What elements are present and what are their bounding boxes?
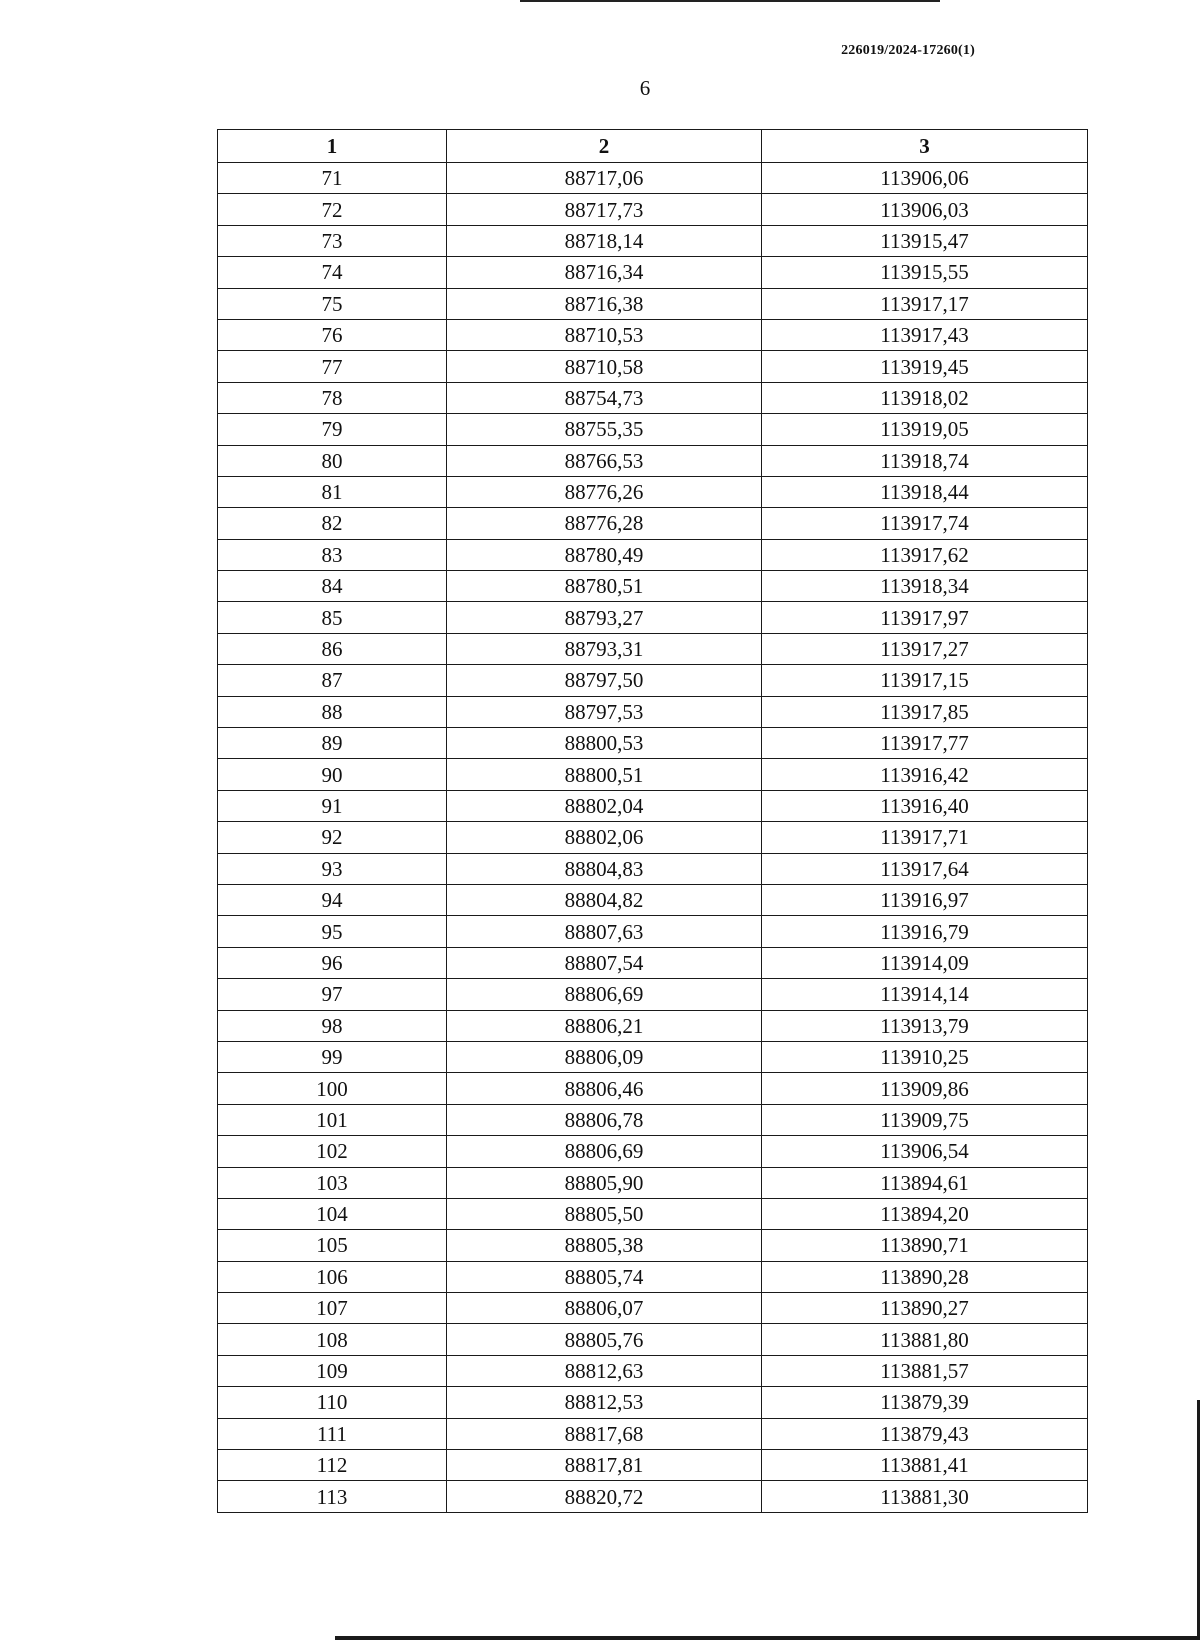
- page-number: 6: [639, 76, 651, 100]
- table-row: [218, 979, 1088, 1010]
- table-row: [218, 665, 1088, 696]
- y-coordinate-cell: 113919,45: [762, 351, 1088, 382]
- table-row: [218, 476, 1088, 507]
- x-coordinate-cell: 88805,90: [447, 1167, 762, 1198]
- column-header-1: 1: [218, 130, 447, 163]
- point-number-cell: 90: [218, 759, 447, 790]
- y-coordinate-cell: 113881,41: [762, 1450, 1088, 1481]
- point-number-cell: 110: [218, 1387, 447, 1418]
- table-row: [218, 382, 1088, 413]
- y-coordinate-cell: 113917,15: [762, 665, 1088, 696]
- x-coordinate-cell: 88820,72: [447, 1481, 762, 1512]
- point-number-cell: 89: [218, 728, 447, 759]
- point-number-cell: 103: [218, 1167, 447, 1198]
- x-coordinate-cell: 88793,27: [447, 602, 762, 633]
- document-number: 226019/2024-17260(1): [841, 43, 975, 58]
- point-number-cell: 92: [218, 822, 447, 853]
- x-coordinate-cell: 88710,53: [447, 319, 762, 350]
- coordinates-table: [217, 129, 1088, 1513]
- table-row: [218, 288, 1088, 319]
- table-row: [218, 1324, 1088, 1355]
- x-coordinate-cell: 88776,26: [447, 476, 762, 507]
- x-coordinate-cell: 88806,07: [447, 1293, 762, 1324]
- point-number-cell: 111: [218, 1418, 447, 1449]
- x-coordinate-cell: 88817,68: [447, 1418, 762, 1449]
- y-coordinate-cell: 113879,39: [762, 1387, 1088, 1418]
- point-number-cell: 106: [218, 1261, 447, 1292]
- x-coordinate-cell: 88807,63: [447, 916, 762, 947]
- point-number-cell: 109: [218, 1355, 447, 1386]
- table-body: [218, 163, 1088, 1513]
- point-number-cell: 107: [218, 1293, 447, 1324]
- x-coordinate-cell: 88806,21: [447, 1010, 762, 1041]
- y-coordinate-cell: 113917,64: [762, 853, 1088, 884]
- table-row: [218, 194, 1088, 225]
- table-row: [218, 1230, 1088, 1261]
- y-coordinate-cell: 113919,05: [762, 414, 1088, 445]
- table-row: [218, 602, 1088, 633]
- y-coordinate-cell: 113918,44: [762, 476, 1088, 507]
- table-row: [218, 1104, 1088, 1135]
- point-number-cell: 72: [218, 194, 447, 225]
- x-coordinate-cell: 88804,83: [447, 853, 762, 884]
- table-row: [218, 539, 1088, 570]
- y-coordinate-cell: 113918,34: [762, 571, 1088, 602]
- point-number-cell: 73: [218, 225, 447, 256]
- table-row: [218, 633, 1088, 664]
- y-coordinate-cell: 113917,43: [762, 319, 1088, 350]
- table-row: [218, 1355, 1088, 1386]
- point-number-cell: 76: [218, 319, 447, 350]
- y-coordinate-cell: 113914,14: [762, 979, 1088, 1010]
- point-number-cell: 101: [218, 1104, 447, 1135]
- x-coordinate-cell: 88805,76: [447, 1324, 762, 1355]
- x-coordinate-cell: 88812,63: [447, 1355, 762, 1386]
- x-coordinate-cell: 88806,78: [447, 1104, 762, 1135]
- table-row: [218, 225, 1088, 256]
- table-row: [218, 759, 1088, 790]
- x-coordinate-cell: 88797,53: [447, 696, 762, 727]
- point-number-cell: 93: [218, 853, 447, 884]
- point-number-cell: 112: [218, 1450, 447, 1481]
- y-coordinate-cell: 113917,74: [762, 508, 1088, 539]
- y-coordinate-cell: 113879,43: [762, 1418, 1088, 1449]
- y-coordinate-cell: 113918,74: [762, 445, 1088, 476]
- y-coordinate-cell: 113909,75: [762, 1104, 1088, 1135]
- table-row: [218, 1136, 1088, 1167]
- table-row: [218, 1450, 1088, 1481]
- y-coordinate-cell: 113906,54: [762, 1136, 1088, 1167]
- y-coordinate-cell: 113881,57: [762, 1355, 1088, 1386]
- table-row: [218, 853, 1088, 884]
- table-row: [218, 1198, 1088, 1229]
- table-row: [218, 790, 1088, 821]
- point-number-cell: 95: [218, 916, 447, 947]
- y-coordinate-cell: 113890,28: [762, 1261, 1088, 1292]
- y-coordinate-cell: 113881,80: [762, 1324, 1088, 1355]
- x-coordinate-cell: 88802,06: [447, 822, 762, 853]
- y-coordinate-cell: 113916,97: [762, 884, 1088, 915]
- y-coordinate-cell: 113881,30: [762, 1481, 1088, 1512]
- point-number-cell: 74: [218, 257, 447, 288]
- table-row: [218, 1010, 1088, 1041]
- x-coordinate-cell: 88716,34: [447, 257, 762, 288]
- table-row: [218, 728, 1088, 759]
- table-row: [218, 508, 1088, 539]
- y-coordinate-cell: 113917,97: [762, 602, 1088, 633]
- table-row: [218, 822, 1088, 853]
- y-coordinate-cell: 113915,55: [762, 257, 1088, 288]
- point-number-cell: 99: [218, 1041, 447, 1072]
- x-coordinate-cell: 88806,69: [447, 1136, 762, 1167]
- x-coordinate-cell: 88780,49: [447, 539, 762, 570]
- table-row: [218, 884, 1088, 915]
- y-coordinate-cell: 113917,62: [762, 539, 1088, 570]
- y-coordinate-cell: 113890,27: [762, 1293, 1088, 1324]
- x-coordinate-cell: 88800,53: [447, 728, 762, 759]
- point-number-cell: 80: [218, 445, 447, 476]
- x-coordinate-cell: 88805,74: [447, 1261, 762, 1292]
- point-number-cell: 78: [218, 382, 447, 413]
- table-row: [218, 916, 1088, 947]
- table-row: [218, 163, 1088, 194]
- y-coordinate-cell: 113917,71: [762, 822, 1088, 853]
- table-row: [218, 1387, 1088, 1418]
- point-number-cell: 79: [218, 414, 447, 445]
- x-coordinate-cell: 88805,50: [447, 1198, 762, 1229]
- x-coordinate-cell: 88755,35: [447, 414, 762, 445]
- y-coordinate-cell: 113917,77: [762, 728, 1088, 759]
- table-row: [218, 414, 1088, 445]
- point-number-cell: 113: [218, 1481, 447, 1512]
- y-coordinate-cell: 113906,06: [762, 163, 1088, 194]
- point-number-cell: 102: [218, 1136, 447, 1167]
- point-number-cell: 85: [218, 602, 447, 633]
- y-coordinate-cell: 113917,17: [762, 288, 1088, 319]
- point-number-cell: 86: [218, 633, 447, 664]
- x-coordinate-cell: 88806,09: [447, 1041, 762, 1072]
- point-number-cell: 75: [218, 288, 447, 319]
- table-row: [218, 571, 1088, 602]
- x-coordinate-cell: 88804,82: [447, 884, 762, 915]
- y-coordinate-cell: 113917,85: [762, 696, 1088, 727]
- table-row: [218, 445, 1088, 476]
- y-coordinate-cell: 113915,47: [762, 225, 1088, 256]
- table-row: [218, 696, 1088, 727]
- y-coordinate-cell: 113890,71: [762, 1230, 1088, 1261]
- point-number-cell: 96: [218, 947, 447, 978]
- point-number-cell: 87: [218, 665, 447, 696]
- y-coordinate-cell: 113910,25: [762, 1041, 1088, 1072]
- table-row: [218, 1293, 1088, 1324]
- point-number-cell: 83: [218, 539, 447, 570]
- y-coordinate-cell: 113894,20: [762, 1198, 1088, 1229]
- x-coordinate-cell: 88754,73: [447, 382, 762, 413]
- table-row: [218, 947, 1088, 978]
- y-coordinate-cell: 113916,40: [762, 790, 1088, 821]
- y-coordinate-cell: 113916,79: [762, 916, 1088, 947]
- y-coordinate-cell: 113918,02: [762, 382, 1088, 413]
- point-number-cell: 84: [218, 571, 447, 602]
- point-number-cell: 81: [218, 476, 447, 507]
- x-coordinate-cell: 88766,53: [447, 445, 762, 476]
- point-number-cell: 108: [218, 1324, 447, 1355]
- y-coordinate-cell: 113917,27: [762, 633, 1088, 664]
- point-number-cell: 105: [218, 1230, 447, 1261]
- x-coordinate-cell: 88797,50: [447, 665, 762, 696]
- y-coordinate-cell: 113913,79: [762, 1010, 1088, 1041]
- x-coordinate-cell: 88793,31: [447, 633, 762, 664]
- x-coordinate-cell: 88807,54: [447, 947, 762, 978]
- table-row: [218, 351, 1088, 382]
- x-coordinate-cell: 88717,73: [447, 194, 762, 225]
- x-coordinate-cell: 88812,53: [447, 1387, 762, 1418]
- x-coordinate-cell: 88776,28: [447, 508, 762, 539]
- table-row: [218, 1167, 1088, 1198]
- column-header-2: 2: [447, 130, 762, 163]
- x-coordinate-cell: 88718,14: [447, 225, 762, 256]
- point-number-cell: 82: [218, 508, 447, 539]
- x-coordinate-cell: 88716,38: [447, 288, 762, 319]
- point-number-cell: 98: [218, 1010, 447, 1041]
- x-coordinate-cell: 88817,81: [447, 1450, 762, 1481]
- y-coordinate-cell: 113914,09: [762, 947, 1088, 978]
- table-row: [218, 1261, 1088, 1292]
- y-coordinate-cell: 113909,86: [762, 1073, 1088, 1104]
- x-coordinate-cell: 88780,51: [447, 571, 762, 602]
- y-coordinate-cell: 113916,42: [762, 759, 1088, 790]
- y-coordinate-cell: 113894,61: [762, 1167, 1088, 1198]
- table-row: [218, 1073, 1088, 1104]
- x-coordinate-cell: 88805,38: [447, 1230, 762, 1261]
- x-coordinate-cell: 88800,51: [447, 759, 762, 790]
- table-row: [218, 319, 1088, 350]
- point-number-cell: 91: [218, 790, 447, 821]
- point-number-cell: 71: [218, 163, 447, 194]
- point-number-cell: 97: [218, 979, 447, 1010]
- x-coordinate-cell: 88806,69: [447, 979, 762, 1010]
- table-row: [218, 257, 1088, 288]
- x-coordinate-cell: 88802,04: [447, 790, 762, 821]
- x-coordinate-cell: 88710,58: [447, 351, 762, 382]
- y-coordinate-cell: 113906,03: [762, 194, 1088, 225]
- point-number-cell: 100: [218, 1073, 447, 1104]
- point-number-cell: 88: [218, 696, 447, 727]
- table-header-row: [218, 130, 1088, 163]
- scan-edge-bottom: [335, 1636, 1200, 1640]
- point-number-cell: 104: [218, 1198, 447, 1229]
- x-coordinate-cell: 88717,06: [447, 163, 762, 194]
- x-coordinate-cell: 88806,46: [447, 1073, 762, 1104]
- table-row: [218, 1481, 1088, 1512]
- table-row: [218, 1041, 1088, 1072]
- scan-edge-top: [520, 0, 940, 2]
- point-number-cell: 94: [218, 884, 447, 915]
- point-number-cell: 77: [218, 351, 447, 382]
- column-header-3: 3: [762, 130, 1088, 163]
- table-row: [218, 1418, 1088, 1449]
